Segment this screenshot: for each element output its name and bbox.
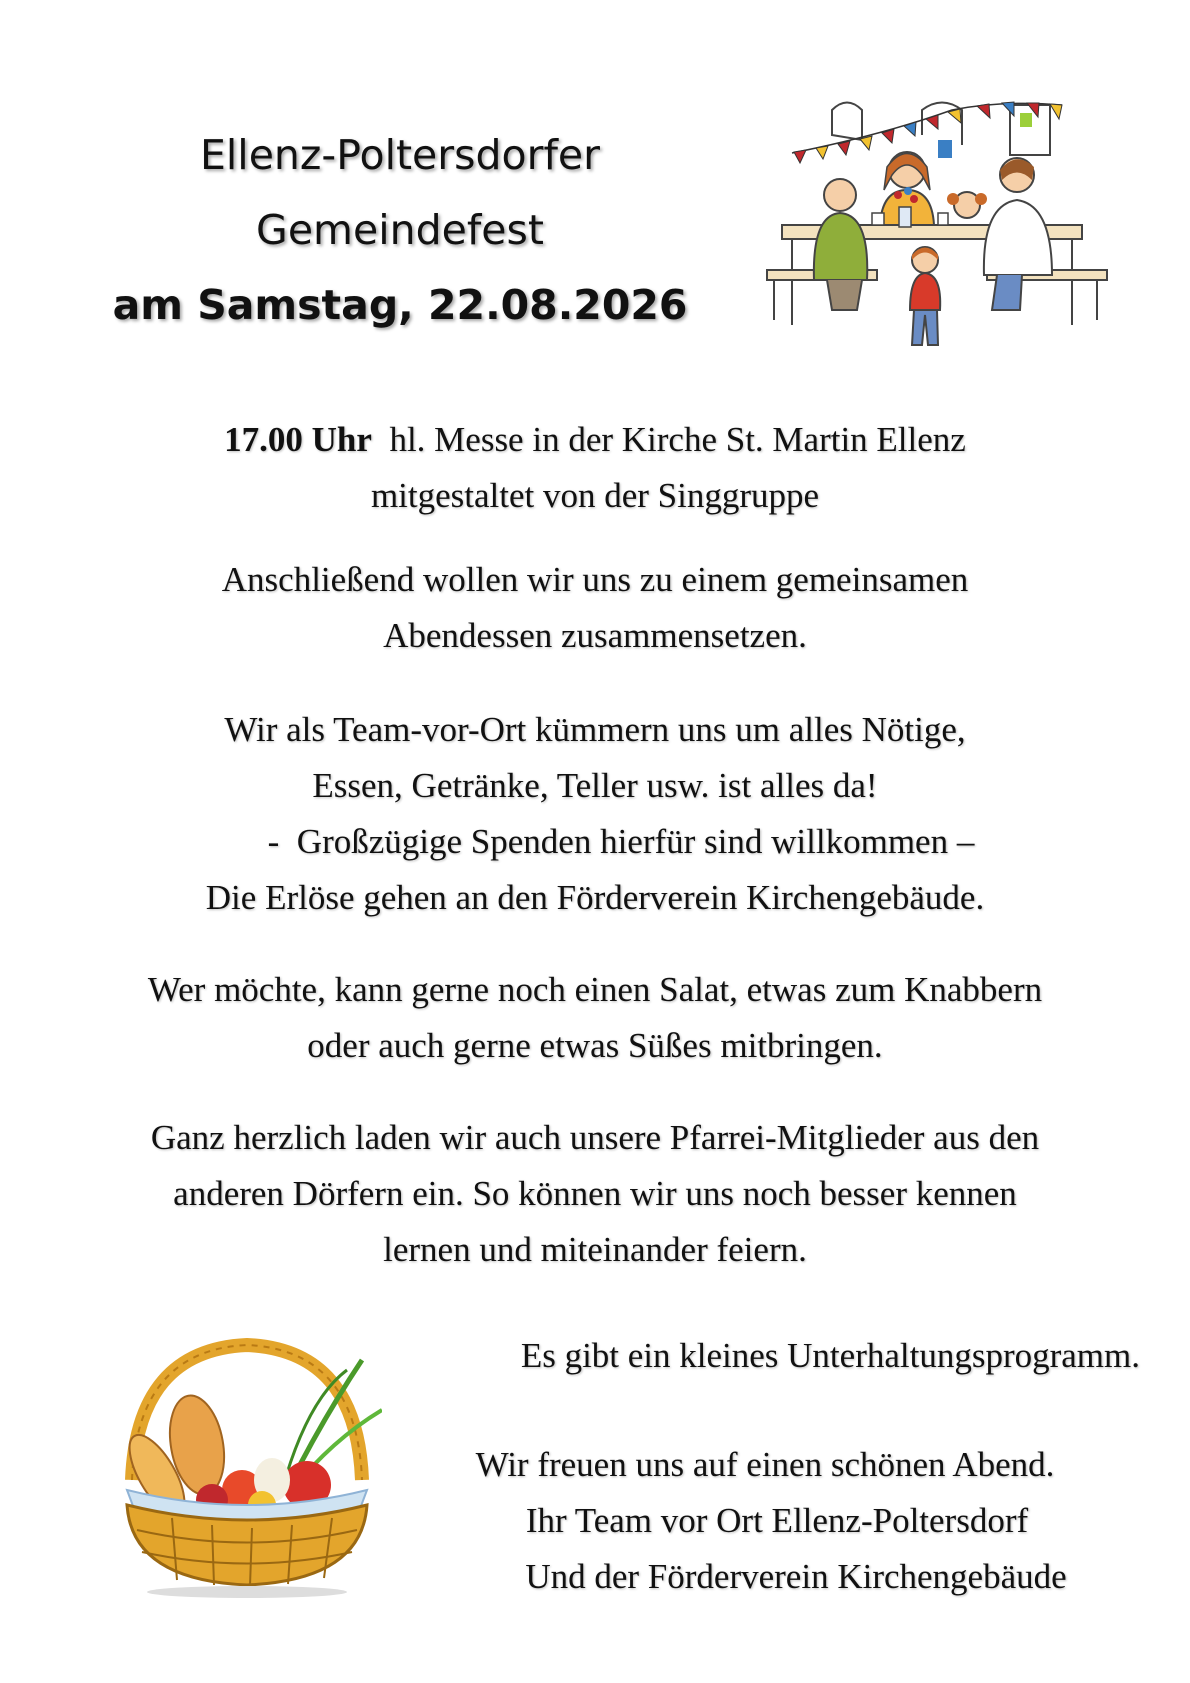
mass-line-1: [60, 412, 1130, 468]
bunting: [794, 102, 1062, 163]
team-line-3: - Großzügige Spenden hierfür sind willkommen –: [267, 822, 975, 861]
bring-paragraph: [60, 962, 1130, 1074]
closing-line-1: Wir freuen uns auf einen schönen Abend.: [475, 1445, 1055, 1484]
invite-line-3: lernen und miteinander feiern.: [383, 1230, 807, 1269]
invite-paragraph: [60, 1110, 1130, 1278]
dinner-line-1: Anschließend wollen wir uns zu einem gemeinsamen: [221, 560, 969, 599]
team-line-2: Essen, Getränke, Teller usw. ist alles da!: [312, 766, 878, 805]
title-line-2: Gemeindefest: [256, 206, 544, 254]
closing-line-3: Und der Förderverein Kirchengebäude: [525, 1557, 1067, 1596]
bring-line-1: Wer möchte, kann gerne noch einen Salat, etwas zum Knabbern: [147, 970, 1043, 1009]
mass-line-2: mitgestaltet von der Singgruppe: [370, 476, 820, 515]
closing-signature: [390, 1437, 1140, 1605]
food-basket-illustration: [112, 1330, 382, 1598]
invite-line-1: Ganz herzlich laden wir auch unsere Pfarrei-Mitglieder aus den: [150, 1118, 1040, 1157]
title-date: am Samstag, 22.08.2026: [112, 281, 688, 329]
invite-line-2: anderen Dörfern ein. So können wir uns noch besser kennen: [173, 1174, 1017, 1213]
team-line-1: Wir als Team-vor-Ort kümmern uns um alles Nötige,: [224, 710, 966, 749]
mass-paragraph: [60, 412, 1130, 524]
mass-description: hl. Messe in der Kirche St. Martin Ellenz: [371, 420, 966, 459]
dinner-line-2: Abendessen zusammensetzen.: [383, 616, 807, 655]
dinner-paragraph: [60, 552, 1130, 664]
mass-time: 17.00 Uhr: [224, 420, 372, 459]
family-feast-illustration: [762, 95, 1112, 361]
program-note: [390, 1328, 1140, 1384]
team-line-4: Die Erlöse gehen an den Förderverein Kirchengebäude.: [205, 878, 985, 917]
title-line-1: Ellenz-Poltersdorfer: [200, 131, 600, 179]
program-line: Es gibt ein kleines Unterhaltungsprogramm.: [520, 1336, 1140, 1375]
closing-line-2: Ihr Team vor Ort Ellenz-Poltersdorf: [525, 1501, 1029, 1540]
page-title: [110, 118, 690, 343]
team-paragraph: [60, 702, 1130, 926]
bring-line-2: oder auch gerne etwas Süßes mitbringen.: [307, 1026, 883, 1065]
